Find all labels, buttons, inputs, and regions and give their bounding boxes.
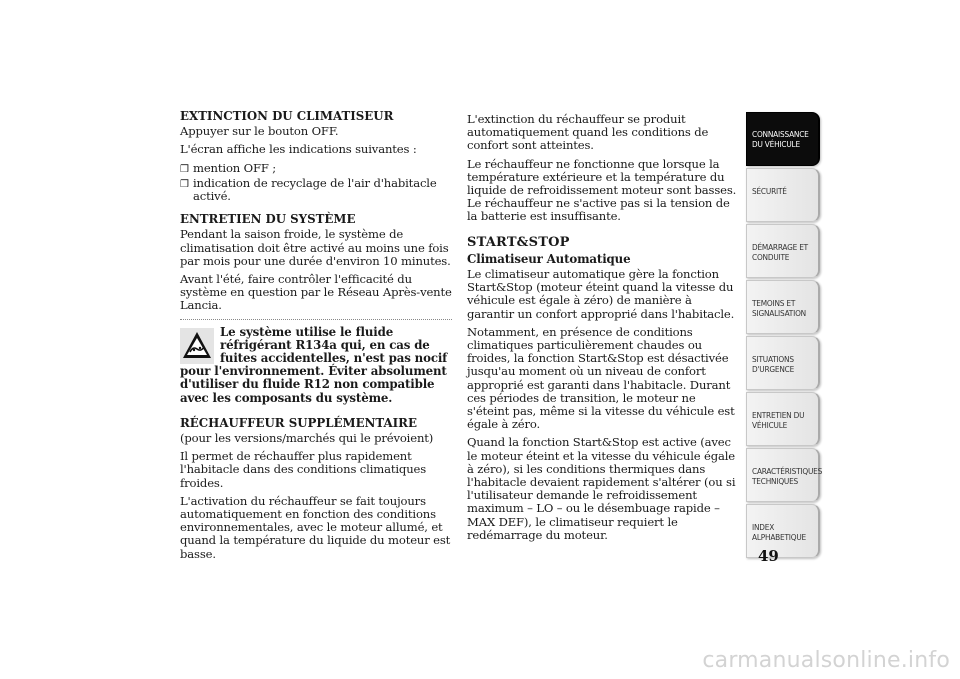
page-number: 49 [758,547,779,565]
paragraph: L'extinction du réchauffeur se produit automatiquement quand les conditions de confort sont atteintes. [467,112,709,153]
checkbox-bullet-icon: ❒ [180,178,189,190]
paragraph: Le climatiseur automatique gère la fonction Start&Stop (moteur éteint quand la vitesse du véhicule est égale à zéro) de manière à garantir un confort approprié dans l'habitacle. [467,267,735,321]
list-item-text: indication de recyclage de l'air d'habitacle activé. [193,175,437,204]
paragraph: Quand la fonction Start&Stop est active (avec le moteur éteint et la vitesse du véhicule égale à zéro), si les conditions thermiques dans l'habitacle devaient rapidement s'altérer (ou si l'utilisateur demande le refroidissement maximum – LO – ou le désembuage rapide – MAX DEF), le climatiseur requiert le redémarrage du moteur. [467,435,736,542]
chapter-tabs [746,112,823,560]
paragraph: L'activation du réchauffeur se fait toujours automatiquement en fonction des conditions environnementales, avec le moteur allumé, et quand la température du liquide du moteur est basse. [180,493,451,561]
section-title-extinction: EXTINCTION DU CLIMATISEUR [180,109,394,123]
list-item-text: mention OFF ; [193,160,277,175]
tab-situations-d-urgence[interactable]: SITUATIONS D'URGENCE [746,336,820,390]
tab-temoins-et-signalisation[interactable]: TEMOINS ET SIGNALISATION [746,280,820,334]
paragraph: Il permet de réchauffer plus rapidement l'habitacle dans des conditions climatiques froides. [180,449,427,490]
divider [180,319,452,320]
tab-connaissance-du-vehicule[interactable]: CONNAISSANCE DU VÉHICULE [746,112,820,166]
paragraph: Appuyer sur le bouton OFF. [180,124,339,139]
paragraph: L'écran affiche les indications suivantes : [180,142,417,157]
checkbox-bullet-icon: ❒ [180,163,189,175]
warning-box [180,326,452,405]
tab-caracteristiques-techniques[interactable]: CARACTÉRISTIQUES TECHNIQUES [746,448,820,502]
tab-entretien-du-vehicule[interactable]: ENTRETIEN DU VÉHICULE [746,392,820,446]
warning-text: Le système utilise le fluide réfrigérant R134a qui, en cas de fuites accidentelles, n'est pas nocif pour l'environnement. Éviter absolument d'utiliser du fluide R12 non compatible avec les composants du système. [180,324,448,405]
list-item [180,177,452,203]
paragraph: Notamment, en présence de conditions climatiques particulièrement chaudes ou froides, la fonction Start&Stop est désactivée jusqu'au moment où un niveau de confort approprié est garanti dans l'habitacle. Durant ces périodes de transition, le moteur ne s'éteint pas, même si la vitesse du véhicule est égale à zéro. [467,324,735,432]
paragraph: Avant l'été, faire contrôler l'efficacité du système en question par le Réseau Après-vente Lancia. [180,272,452,313]
bullet-list [180,162,452,204]
section-title-rechauffeur: RÉCHAUFFEUR SUPPLÉMENTAIRE [180,415,417,430]
list-item [180,162,452,175]
paragraph-note: (pour les versions/marchés qui le prévoient) [180,431,434,446]
subsection-title-climatiseur: Climatiseur Automatique [467,251,631,266]
tab-demarrage-et-conduite[interactable]: DÉMARRAGE ET CONDUITE [746,224,820,278]
left-column [180,110,452,566]
environment-warning-icon [180,328,214,364]
watermark: carmanualsonline.info [702,648,950,673]
tab-index-alphabetique[interactable]: INDEX ALPHABETIQUE [746,504,820,558]
paragraph: Pendant la saison froide, le système de climatisation doit être activé au moins une fois par mois pour une durée d'environ 10 minutes. [180,227,451,268]
paragraph: Le réchauffeur ne fonctionne que lorsque la température extérieure et la température du liquide de refroidissement moteur sont basses. Le réchauffeur ne s'active pas si la tension de la batterie est insuffisante. [467,156,737,224]
section-title-startstop: START&STOP [467,234,570,250]
section-title-entretien: ENTRETIEN DU SYSTÈME [180,212,356,227]
tab-securite[interactable]: SÉCURITÉ [746,168,820,222]
right-column [467,113,739,547]
